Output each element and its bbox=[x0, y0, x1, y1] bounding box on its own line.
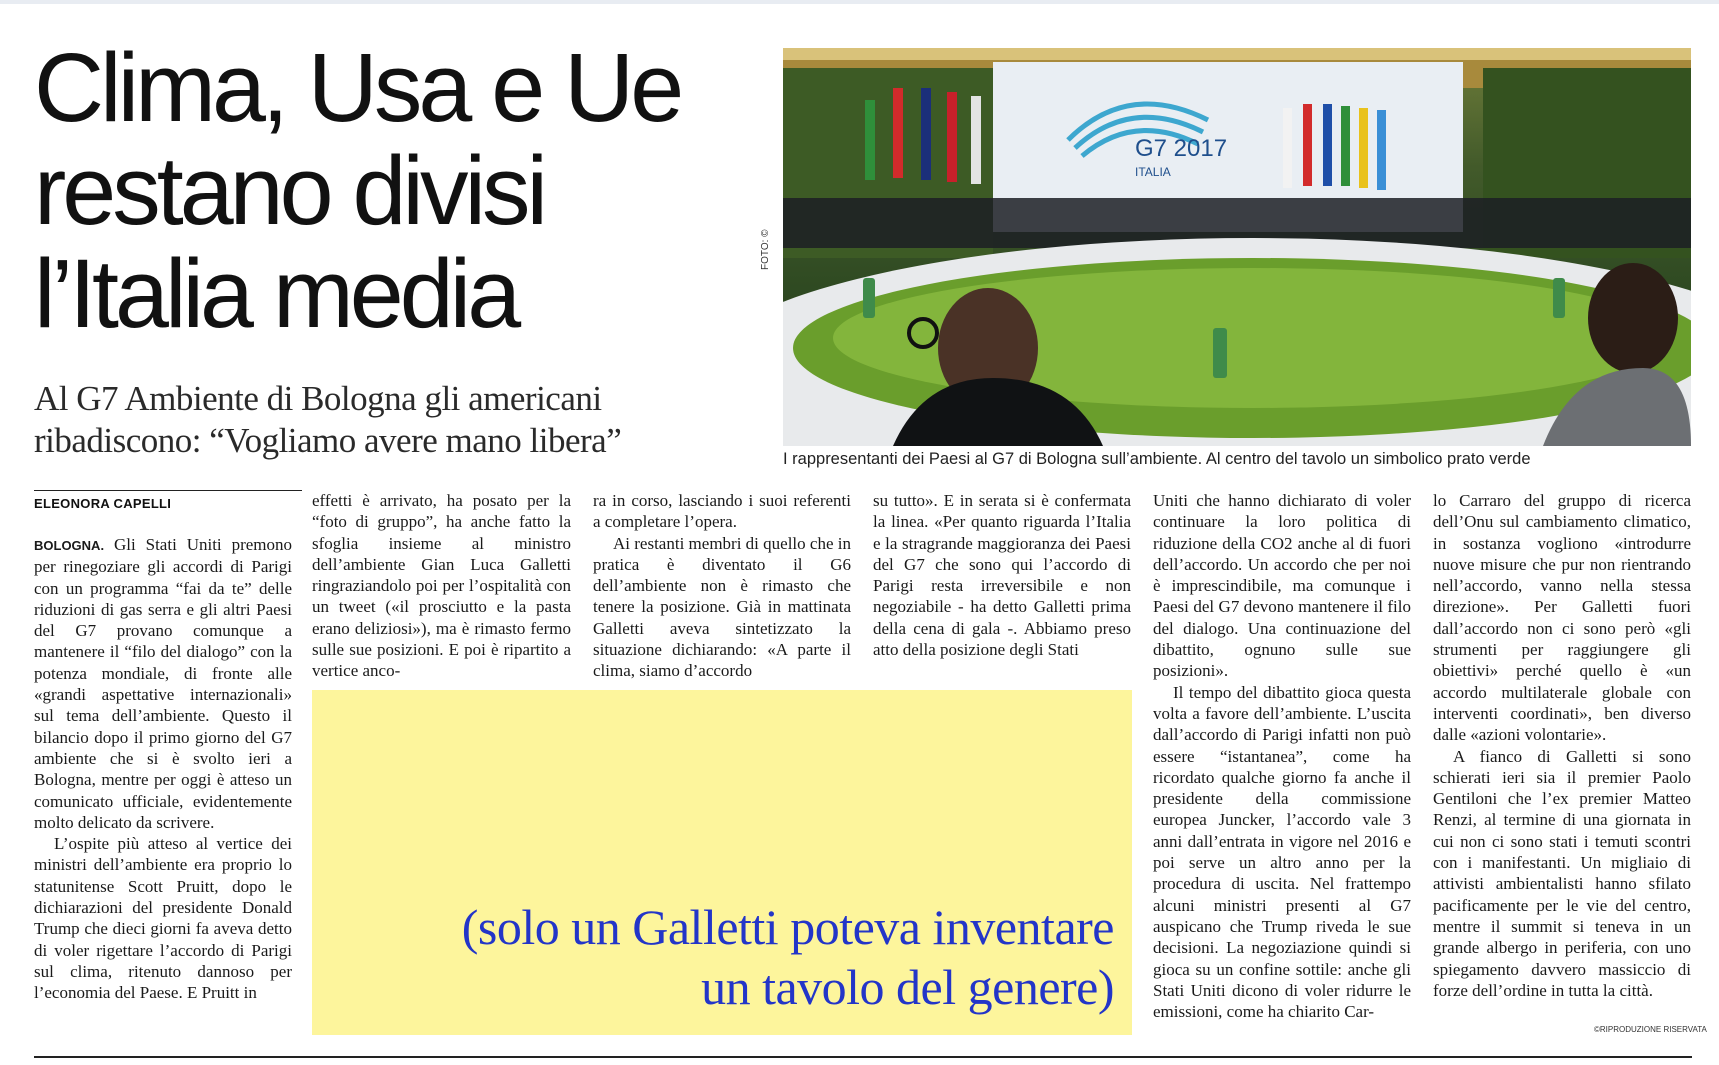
photo-illustration bbox=[783, 48, 1691, 446]
dateline: BOLOGNA. bbox=[34, 538, 105, 553]
annotation-line: un tavolo del genere) bbox=[701, 959, 1114, 1015]
banner-title: G7 2017 bbox=[1135, 135, 1228, 162]
headline-line: restano divisi bbox=[34, 136, 545, 245]
article-paragraph: effetti è arrivato, ha posato per la “foto di gruppo”, ha anche fatto la sfoglia insieme al ministro dell’ambiente Gian Luca Galletti ringraziandolo poi per l’ospitalità con un tweet («il prosciutto e la pasta erano deliziosi»), ma è rimasto fermo sulle sue posizioni. E poi è ripartito a vertice anco- bbox=[312, 491, 571, 680]
article-column-5 bbox=[1153, 490, 1411, 1042]
bottom-rule bbox=[34, 1056, 1692, 1058]
annotation-text bbox=[462, 897, 1114, 1017]
article-paragraph bbox=[34, 534, 292, 833]
article-paragraph: A fianco di Galletti si sono schierati ieri sia il premier Paolo Gentiloni che l’ex premier Matteo Renzi, al termine di una giornata in cui non ci sono stati i temuti scontri con i manifestanti. Un migliaio di attivisti ambientalisti hanno sfilato pacificamente per le vie del centro, mentre il summit si teneva in un grande albergo in periferia, con uno spiegamento davvero massiccio di forze dell’ordine in tutta la città. bbox=[1433, 746, 1691, 1000]
ceiling-glow bbox=[783, 48, 1691, 60]
headline-line: Clima, Usa e Ue bbox=[34, 33, 681, 142]
subheadline bbox=[34, 378, 734, 462]
article-column-2 bbox=[312, 490, 571, 680]
top-rule bbox=[0, 0, 1719, 4]
subheadline-line: Al G7 Ambiente di Bologna gli americani bbox=[34, 379, 602, 418]
banner-subtitle: ITALIA bbox=[1135, 165, 1171, 179]
photo-credit: FOTO: © bbox=[760, 229, 771, 270]
article-column-6 bbox=[1433, 490, 1691, 1020]
article-paragraph: ra in corso, lasciando i suoi referenti a completare l’opera. bbox=[593, 491, 851, 532]
article-column-1 bbox=[34, 534, 292, 1044]
annotation-line: (solo un Galletti poteva inventare bbox=[461, 899, 1114, 955]
paragraph-text: Gli Stati Uniti premono per rinegoziare gli accordi di Parigi con un programma “fai da te” delle riduzioni di gas serra e gli altri Paesi del G7 provano comunque a mantenere il “filo del dialogo” con la potenza mondiale, di fronte alle «grandi aspettative internazionali» sul tema dell’ambiente. Questo il bilancio dopo il primo giorno del G7 ambiente che si è svolto ieri a Bologna, mentre per oggi è atteso un comunicato ufficiale, evidentemente molto delicato da scrivere. bbox=[34, 535, 292, 832]
article-column-4 bbox=[873, 490, 1131, 680]
article-paragraph: su tutto». E in serata si è confermata la linea. «Per quanto riguarda l’Italia e la stragrande maggioranza dei Paesi del G7 che sono qui l’accordo di Parigi resta irreversibile e non negoziabile - ha detto Galletti prima della cena di gala -. Abbiamo preso atto della posizione degli Stati bbox=[873, 491, 1131, 660]
subheadline-line: ribadiscono: “Vogliamo avere mano libera” bbox=[34, 421, 622, 460]
article-paragraph: L’ospite più atteso al vertice dei ministri dell’ambiente era proprio lo statunitense Scott Pruitt, dopo le dichiarazioni del presidente Donald Trump che dieci giorni fa aveva detto di voler rigettare l’accordo di Parigi sul clima, ritenuto dannoso per l’economia del Paese. E Pruitt in bbox=[34, 834, 292, 1003]
copyright-notice: ©RIPRODUZIONE RISERVATA bbox=[1594, 1025, 1707, 1034]
article-paragraph: Ai restanti membri di quello che in pratica è diventato il G6 dell’ambiente non è rimasto che tenere la posizione. Già in mattinata Galletti aveva sintetizzato la situazione dichiarando: «A parte il clima, siamo d’accordo bbox=[593, 533, 851, 680]
annotation-sticky-note bbox=[312, 690, 1132, 1035]
headline-line: l’Italia media bbox=[34, 239, 518, 348]
news-photo bbox=[783, 48, 1691, 446]
byline-rule bbox=[34, 490, 302, 491]
article-paragraph: lo Carraro del gruppo di ricerca dell’Onu sul cambiamento climatico, in sostanza vogliono «introdurre nuove misure che pur non rientrando nell’accordo, vanno nella stessa direzione». Per Galletti fuori dall’accordo non ci sono però «gli strumenti per raggiungere gli obiettivi» perché quello è «un accordo multilaterale globale con interventi coordinati», ben diverso dalle «azioni volontarie». bbox=[1433, 491, 1691, 745]
article-column-3 bbox=[593, 490, 851, 680]
photo-caption: I rappresentanti dei Paesi al G7 di Bologna sull’ambiente. Al centro del tavolo un simbolico prato verde bbox=[783, 450, 1531, 468]
article-paragraph: Uniti che hanno dichiarato di voler continuare la loro politica di riduzione della CO2 anche al di fuori dell’accordo. Un accordo che per noi è imprescindibile, ma comunque i Paesi del G7 devono mantenere il filo del dialogo. Una continuazione del dibattito, ognuno sulle sue posizioni». bbox=[1153, 491, 1411, 681]
headline bbox=[34, 33, 754, 348]
byline: ELEONORA CAPELLI bbox=[34, 496, 172, 511]
article-paragraph: Il tempo del dibattito gioca questa volta a favore dell’ambiente. L’uscita dall’accordo di Parigi infatti non può essere “istantanea”, come ha ricordato qualche giorno fa anche il presidente della commissione europea Juncker, l’accordo vale 3 anni dall’entrata in vigore nel 2016 e poi serve un altro anno per la procedura di uscita. Nel frattempo alcuni ministri presenti al G7 auspicano che Trump riveda le sue decisioni. La negoziazione quindi si gioca su un confine sottile: anche gli Stati Uniti dicono di voler ridurre le emissioni, come ha chiarito Car- bbox=[1153, 682, 1411, 1022]
